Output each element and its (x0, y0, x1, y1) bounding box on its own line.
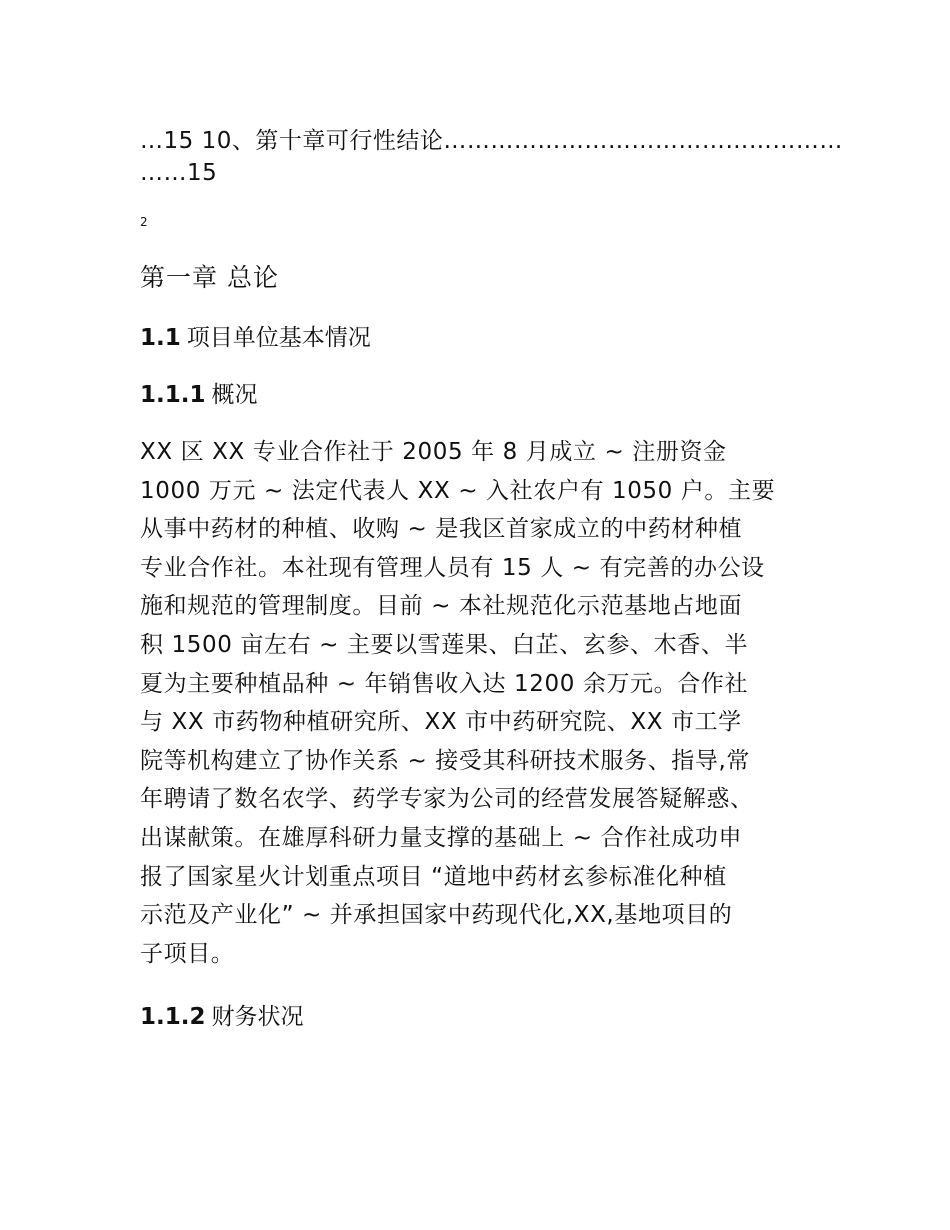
paragraph-line: 与 XX 市药物种植研究所、XX 市中药研究院、XX 市工学 (140, 709, 742, 736)
section-title: 财务状况 (211, 1004, 304, 1030)
paragraph-line: 夏为主要种植品种 ~ 年销售收入达 1200 余万元。合作社 (140, 670, 749, 697)
section-heading-1-1-1 (140, 376, 258, 409)
paragraph-line: 年聘请了数名农学、药学专家为公司的经营发展答疑解惑、 (140, 786, 754, 813)
section-number: 1.1.2 (140, 1004, 206, 1030)
paragraph-line: 出谋献策。在雄厚科研力量支撑的基础上 ~ 合作社成功申 (140, 824, 743, 851)
page-number: 2 (140, 215, 148, 229)
section-title: 概况 (211, 382, 258, 408)
paragraph-line: 院等机构建立了协作关系 ~ 接受其科研技术服务、指导,常 (140, 747, 751, 774)
paragraph-line: 报了国家星火计划重点项目 “道地中药材玄参标准化种植 (140, 863, 727, 890)
paragraph-line: 示范及产业化” ~ 并承担国家中药现代化,XX,基地项目的 (140, 902, 733, 929)
chapter-title: 第一章 总论 (140, 263, 279, 292)
overview-paragraph (140, 433, 820, 973)
section-number: 1.1.1 (140, 382, 206, 408)
section-number: 1.1 (140, 325, 181, 351)
paragraph-line: 子项目。 (140, 940, 235, 967)
section-title: 项目单位基本情况 (186, 325, 371, 351)
paragraph-line: 施和规范的管理制度。目前 ~ 本社规范化示范基地占地面 (140, 593, 743, 620)
paragraph-line: 积 1500 亩左右 ~ 主要以雪莲果、白芷、玄参、木香、半 (140, 631, 749, 658)
paragraph-line: 1000 万元 ~ 法定代表人 XX ~ 入社农户有 1050 户。主要 (140, 477, 776, 504)
toc-entry-page-ref: ……15 (140, 160, 218, 186)
toc-entry-line: …15 10、第十章可行性结论…………………………………………… (140, 128, 843, 154)
paragraph-line: 从事中药材的种植、收购 ~ 是我区首家成立的中药材种植 (140, 516, 743, 543)
paragraph-line: XX 区 XX 专业合作社于 2005 年 8 月成立 ~ 注册资金 (140, 439, 727, 465)
paragraph-line: 专业合作社。本社现有管理人员有 15 人 ~ 有完善的办公设 (140, 554, 765, 581)
section-heading-1-1-2 (140, 998, 304, 1031)
section-heading-1-1 (140, 319, 371, 352)
